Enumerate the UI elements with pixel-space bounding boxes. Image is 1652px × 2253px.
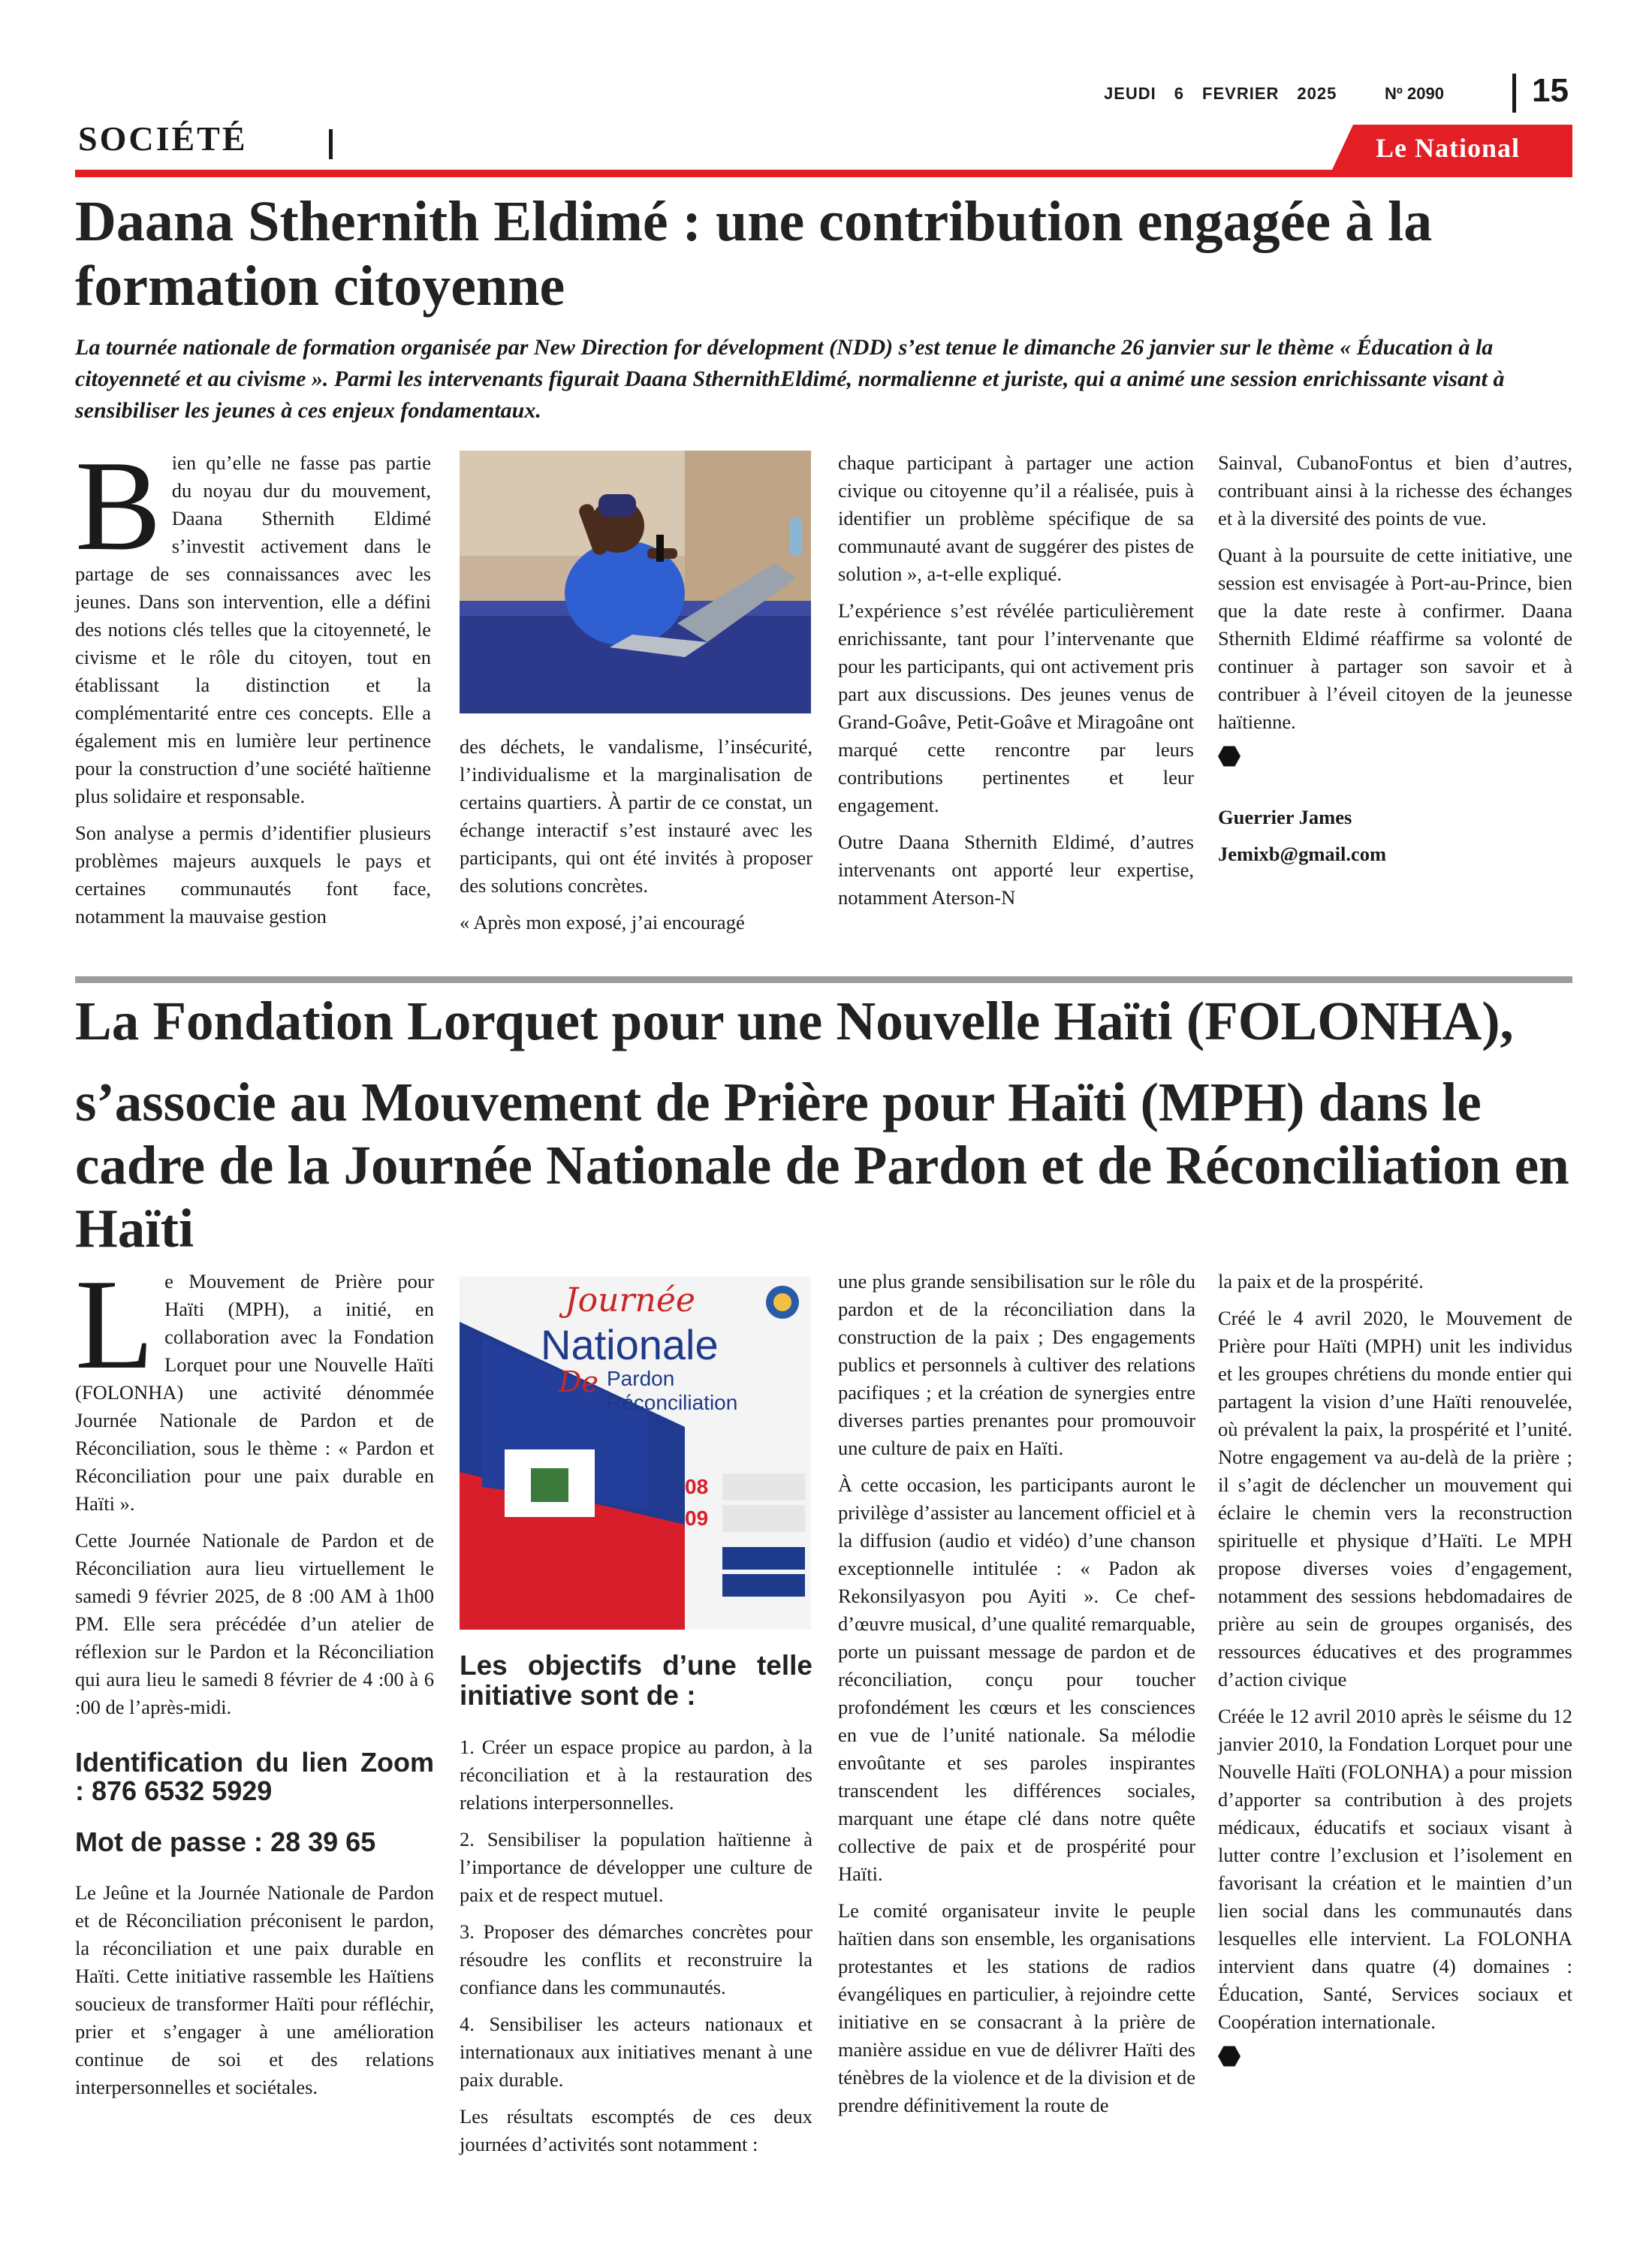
speaker-photo-illustration [460, 451, 811, 713]
objective-item: 3. Proposer des démarches concrètes pour résoudre les conflits et reconstruire la confiance dans les communautés. [460, 1920, 812, 1998]
article2-col1-p1: e Mouvement de Prière pour Haïti (MPH), a initié, en collaboration avec la Fondation Lorquet pour une Nouvelle Haïti (FOLONHA) une activité dénommée Journée Nationale de Pardon et de Réconciliation, sous le thème : « Pardon et Réconciliation pour une paix durable en Haïti ». [75, 1270, 434, 1515]
objectives-title: Les objectifs d’une telle initiative sont de : [460, 1650, 812, 1711]
objective-item: 4. Sensibiliser les acteurs nationaux et internationaux aux initiatives menant à une paix durable. [460, 2013, 812, 2091]
zoom-block [75, 1748, 434, 1805]
brand-name: Le National [1376, 133, 1521, 163]
article2-column-1 [75, 1253, 434, 2110]
article1-column-3 [838, 449, 1194, 921]
zoom-id[interactable]: 876 6532 5929 [92, 1775, 273, 1806]
article1-lead: La tournée nationale de formation organisée par New Direction for dévelopment (NDD) s’est tenue le dimanche 26 janvier sur le thème « Éducation à la citoyenneté et au civisme ». Parmi les intervenants figurait Daana SthernithEldimé, normalienne et juriste, qui a animé une session enrichissante visant à sensibiliser les jeunes à ces enjeux fondamentaux. [75, 335, 1505, 423]
poster-day-1: 08 [685, 1475, 709, 1498]
article2-col4-p1: la paix et de la prospérité. [1218, 1270, 1424, 1292]
poster-title-3: De [559, 1365, 598, 1398]
article2-title [75, 990, 1577, 1260]
end-mark-icon [1218, 2045, 1241, 2068]
article1-col3-p3: Outre Daana Sthernith Eldimé, d’autres intervenants ont apporté leur expertise, notamment Aterson-N [838, 831, 1194, 909]
article-divider [75, 976, 1572, 983]
page-number: 15 [1532, 72, 1569, 109]
article2-column-3 [838, 1268, 1195, 2128]
poster-title-5: Réconciliation [607, 1391, 738, 1414]
article1-col4-p2: Quant à la poursuite de cette initiative, une session est envisagée à Port-au-Prince, bien que la date reste à confirmer. Daana Sthernith Eldimé réaffirme sa volonté de continuer à partager son savoir et à contribuer à l’éveil citoyen de la jeunesse haïtienne. [1218, 544, 1572, 733]
objective-item: 2. Sensibiliser la population haïtienne à l’importance de développer une culture de paix et de respect mutuel. [460, 1828, 812, 1906]
article2-col3-p3: Le comité organisateur invite le peuple haïtien dans son ensemble, les organisations protestantes et les stations de radios évangéliques en particulier, à rejoindre cette initiative en se consacrant à la prière de manière assidue en vue de délivrer Haïti des ténèbres de la violence et de la division et de prendre définitivement la route de [838, 1899, 1195, 2116]
issue-number: Nº 2090 [1385, 84, 1444, 103]
zoom-label: Identification du lien Zoom : [75, 1747, 434, 1806]
article1-column-1 [75, 435, 431, 940]
article2-col1-p3: Le Jeûne et la Journée Nationale de Pardon et de Réconciliation préconisent le pardon, la réconciliation et une paix durable en Haïti. Cette initiative rassemble les Haïtiens soucieux de transformer Haïti pour réfléchir, prier et s’engager à une amélioration continue de soi et des relations interpersonnelles et sociétales. [75, 1881, 434, 2098]
password-label: Mot de passe : [75, 1826, 264, 1857]
article1-photo [460, 451, 811, 713]
article2-column-4 [1218, 1268, 1572, 2068]
section-divider [329, 129, 333, 159]
article2-col4-p2: Créé le 4 avril 2020, le Mouvement de Prière pour Haïti (MPH) unit les individus et les groupes chrétiens du monde entier qui partagent la vision d’une Haïti renouvelée, où prévalent la paix, la prospérité et l’unité. Notre engagement va au-delà de la prière ; il s’agit de déclencher un mouvement qui éclaire le chemin vers la reconstruction spirituelle et physique d’Haïti. Le MPH propose diverses voies d’engagement, notamment des sessions hebdomadaires de prière au sein de groupes organisés, des ressources éducatives et des programmes d’action civique [1218, 1307, 1572, 1691]
article1-col3-p2: L’expérience s’est révélée particulièrement enrichissante, tant pour l’intervenante que pour les participants, qui ont activement pris part aux discussions. Des jeunes venus de Grand-Goâve, Petit-Goâve et Miragoâne ont marqué cette rencontre par leurs contributions pertinentes et leur engagement. [838, 599, 1194, 816]
poster-title-1: Journée [565, 1281, 695, 1320]
password-value: 28 39 65 [270, 1826, 376, 1857]
article1-column-4 [1218, 449, 1572, 877]
poster-title-2: Nationale [541, 1321, 719, 1368]
article1-title: Daana Sthernith Eldimé : une contribution engagée à la formation citoyenne [75, 190, 1433, 318]
article2-title-line1: La Fondation Lorquet pour une Nouvelle Haïti (FOLONHA), [75, 991, 1514, 1051]
poster-day-2: 09 [685, 1507, 709, 1530]
article1-col1-p2: Son analyse a permis d’identifier plusieurs problèmes majeurs auxquels le pays et certaines communautés font face, notamment la mauvaise gestion [75, 822, 431, 927]
article2-col4-p3: Créée le 12 avril 2010 après le séisme du 12 janvier 2010, la Fondation Lorquet pour une Nouvelle Haïti (FOLONHA) a pour mission d’apporter sa contribution à des projets médicaux, éducatifs et sociaux visant à lutter contre l’exclusion et l’isolement en favorisant la création et le maintien d’un lien social dans les communautés dans lesquelles elle intervient. La FOLONHA intervient dans quatre (4) domaines : Éducation, Santé, Services sociaux et Coopération internationale. [1218, 1705, 1572, 2033]
objective-item: 1. Créer un espace propice au pardon, à la réconciliation et à la restauration des relations interpersonnelles. [460, 1736, 812, 1814]
article1-dropcap: B [75, 435, 161, 578]
article1-col4-p1: Sainval, CubanoFontus et bien d’autres, contribuant ainsi à la richesse des échanges et à la diversité des points de vue. [1218, 451, 1572, 529]
page-number-divider [1512, 74, 1516, 113]
password-block [75, 1828, 434, 1856]
article1-col2-p2: « Après mon exposé, j’ai encouragé [460, 911, 745, 933]
article2-col3-p1: une plus grande sensibilisation sur le rôle du pardon et de la réconciliation dans la construction de la paix ; Des engagements publics et personnels à cultiver des relations pacifiques ; et la création de synergies entre diverses parties prenantes pour promouvoir une culture de paix en Haïti. [838, 1270, 1195, 1459]
article2-col3-p2: À cette occasion, les participants auront le privilège d’assister au lancement officiel et à la diffusion (audio et vidéo) d’une chanson exceptionnelle intitulée : « Padon ak Rekonsilyasyon pou Ayiti ». Ce chef-d’œuvre musical, d’une qualité remarquable, porte un puissant message de pardon et de réconciliation, conçu pour toucher profondément les cœurs et les consciences en vue de l’unité nationale. Sa mélodie envoûtante et ses paroles inspirantes transcendent les différences sociales, marquant une étape clé dans notre quête collective de paix et de prospérité pour Haïti. [838, 1473, 1195, 1885]
article2-col2-p-end: Les résultats escomptés de ces deux journées d’activités sont notamment : [460, 2105, 812, 2155]
article1-col3-p1: chaque participant à partager une action civique ou citoyenne qu’il a réalisée, puis à identifier un problème spécifique de sa communauté avant de suggérer des pistes de solution », a-t-elle expliqué. [838, 451, 1194, 585]
article1-column-2 [460, 733, 812, 946]
article1-author: Guerrier James [1218, 806, 1352, 828]
dateline [1104, 84, 1355, 104]
article2-dropcap: L [75, 1253, 155, 1396]
article1-email[interactable]: Jemixb@gmail.com [1218, 843, 1387, 865]
end-mark-icon [1218, 745, 1241, 768]
article1-col1-p1: ien qu’elle ne fasse pas partie du noyau dur du mouvement, Daana Sthernith Eldimé s’investit activement dans le partage de ses connaissances avec les jeunes. Dans son intervention, elle a défini des notions clés telles que la citoyenneté, le civisme et le rôle du citoyen, tout en établissant la distinction et la complémentarité entre ces concepts. Elle a également mis en lumière leur pertinence pour la construction d’une société haïtienne plus solidaire et responsable. [75, 451, 431, 807]
article1-col2-p1: des déchets, le vandalisme, l’insécurité, l’individualisme et la marginalisation de certains quartiers. À partir de ce constat, un échange interactif s’est instauré avec les participants, qui ont été invités à proposer des solutions concrètes. [460, 735, 812, 897]
article2-col1-p2: Cette Journée Nationale de Pardon et de Réconciliation aura lieu virtuellement le samedi 9 février 2025, de 8 :00 AM à 1h00 PM. Elle sera précédée d’un atelier de réflexion sur le Pardon et la Réconciliation qui aura lieu le samedi 8 février de 4 :00 à 6 :00 de l’après-midi. [75, 1529, 434, 1718]
article2-title-rest: s’associe au Mouvement de Prière pour Haïti (MPH) dans le cadre de la Journée Nationale de Pardon et de Réconciliation en Haïti [75, 1072, 1569, 1259]
poster-title-4: Pardon [607, 1367, 675, 1390]
dateline-year: 2025 [1297, 84, 1337, 103]
event-poster [460, 1277, 811, 1630]
section-label: SOCIÉTÉ [78, 119, 248, 158]
dateline-day: JEUDI [1104, 84, 1156, 103]
header-rule [75, 170, 1572, 177]
article2-column-2 [460, 1651, 812, 2167]
dateline-date: 6 [1174, 84, 1185, 103]
dateline-month: FEVRIER [1202, 84, 1280, 103]
